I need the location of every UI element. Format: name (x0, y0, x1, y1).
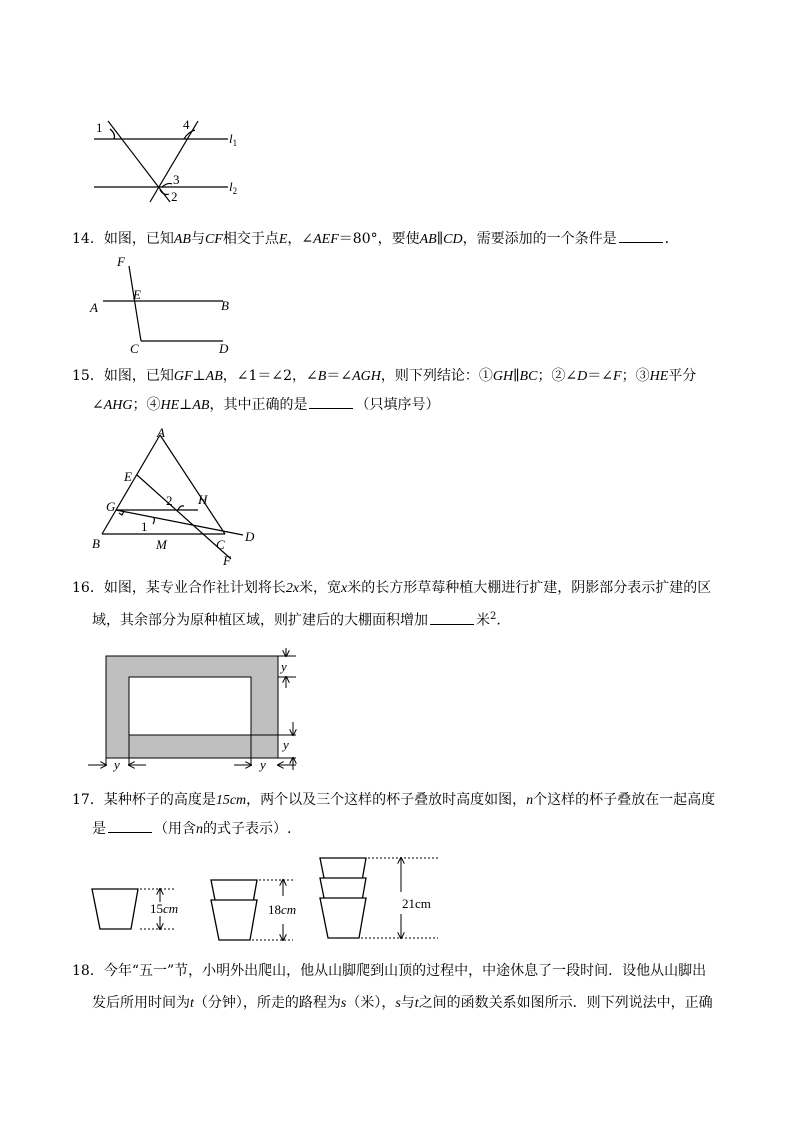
angle-arc-1 (110, 129, 115, 139)
question-15: 15．如图，已知GF⊥AB，∠1＝∠2，∠B＝∠AGH，则下列结论：①GH∥BC；②∠D＝∠F；③HE平分 ∠AHG；④HE⊥AB，其中正确的是 （只填序号） (72, 368, 697, 413)
point-label-E: E (133, 287, 141, 302)
answer-blank[interactable] (309, 394, 353, 409)
answer-blank[interactable] (430, 610, 474, 625)
question-17: 17．某种杯子的高度是15cm，两个以及三个这样的杯子叠放时高度如图，n个这样的杯子叠放在一起高度 是 （用含n的式子表示）. (72, 792, 716, 837)
question-14: 14．如图，已知AB与CF相交于点E，∠AEF＝80°，要使AB∥CD，需要添加的一个条件是 ． (72, 225, 732, 254)
transversal-left (108, 121, 170, 202)
question-number: 14． (72, 231, 104, 247)
line-label-l2: $l_2$ (229, 179, 238, 196)
point-label-E: E (124, 469, 132, 484)
figure-q16-greenhouse (88, 648, 308, 778)
point-label-B: B (92, 536, 100, 551)
answer-blank[interactable] (108, 818, 152, 833)
angle-label-2: 2 (171, 189, 178, 204)
figure-parallel-lines-l1-l2 (80, 110, 250, 210)
question-number: 15． (72, 368, 104, 384)
cup-two-bottom (211, 900, 257, 940)
point-label-D: D (219, 341, 229, 356)
dim-label-y-right: y (283, 737, 289, 752)
segment-AB (102, 435, 160, 534)
point-label-H: H (198, 492, 208, 507)
figure-q15 (88, 423, 268, 573)
question-number: 16． (72, 580, 104, 596)
angle-label-4: 4 (183, 117, 190, 132)
dim-label-y-bottom: y (260, 757, 266, 772)
figure-q14 (85, 252, 245, 357)
original-area (129, 677, 251, 735)
angle-label-2: 2 (166, 493, 173, 508)
angle-arc-1 (153, 518, 154, 524)
point-label-F: F (117, 254, 125, 269)
point-label-C: C (130, 341, 139, 356)
angle-label-3: 3 (173, 172, 180, 187)
height-label-one-cup: 15cm (150, 901, 179, 916)
figure-q17-cups (88, 852, 448, 947)
cup-three-bottom (320, 898, 366, 938)
point-label-D: D (245, 529, 255, 544)
point-label-C: C (216, 537, 225, 552)
cup-single (92, 889, 138, 929)
height-label-two-cups: 18cm (268, 902, 297, 917)
line-CF (129, 266, 141, 341)
angle-label-1: 1 (141, 519, 148, 534)
point-label-G: G (106, 499, 116, 514)
question-18: 18．今年“五一”节，小明外出爬山，他从山脚爬到山顶的过程中，中途休息了一段时间．设他从山脚出 发后所用时间为t（分钟），所走的路程为s（米），s与t之间的函数关系如图所示．则下列说法中，正确 (72, 963, 713, 1011)
dim-label-y-left: y (114, 757, 120, 772)
angle-arc-2 (178, 506, 184, 510)
point-label-A: A (90, 300, 98, 315)
point-label-B: B (221, 298, 229, 313)
angle-label-1: 1 (96, 120, 103, 135)
point-label-F: F (223, 553, 231, 568)
segment-AC (160, 435, 225, 534)
point-label-M: M (156, 537, 167, 552)
point-label-A: A (157, 425, 165, 440)
question-number: 17． (72, 792, 104, 808)
question-number: 18． (72, 963, 104, 979)
question-16: 16．如图，某专业合作社计划将长2x米，宽x米的长方形草莓种植大棚进行扩建，阴影部分表示扩建的区 域，其余部分为原种植区域，则扩建后的大棚面积增加 米$^2$. (72, 580, 712, 629)
dim-label-y-top: y (281, 659, 287, 674)
line-label-l1: $l_1$ (229, 131, 238, 148)
answer-blank[interactable] (619, 228, 663, 243)
height-label-three-cups: 21cm (402, 896, 431, 911)
